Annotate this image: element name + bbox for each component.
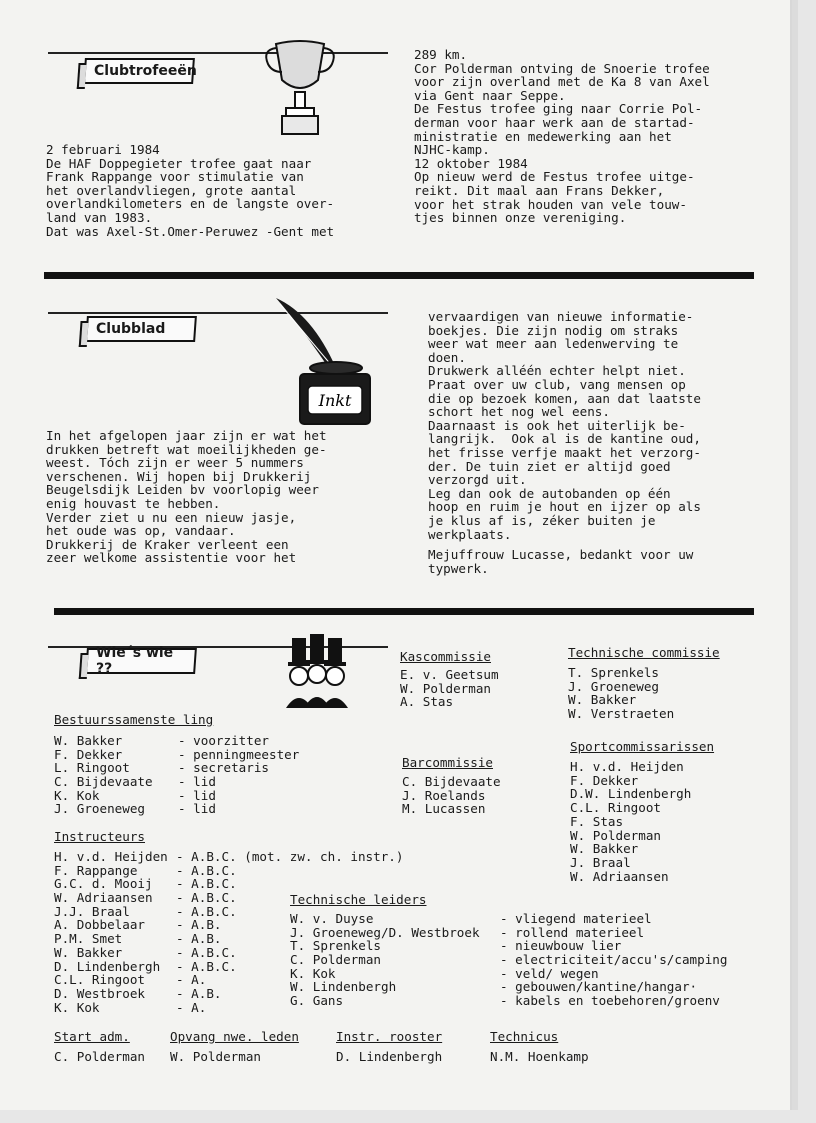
techl-title: Technische leiders bbox=[290, 892, 427, 907]
kas-title: Kascommissie bbox=[400, 649, 491, 664]
role: - gebouwen/kantine/hangar· bbox=[500, 979, 698, 995]
list-item bbox=[54, 862, 237, 878]
clubblad-left-text: In het afgelopen jaar zijn er wat het drukken betreft wat moeilijkheden ge- weest. Tóch zijn er weer 5 nummers verschenen. Wij hopen bij Drukkerij Beugelsdijk Leiden bv voorlopig weer enig houvast te hebben. Verder ziet u nu een nieuw jasje, het oude was op, vandaar. Drukkerij de Kraker verleent een zeer welkome assistentie voor het bbox=[46, 428, 327, 566]
top-hats-figures-icon bbox=[284, 632, 356, 710]
list-item: E. v. Geetsum bbox=[400, 667, 499, 682]
role: - A.B.C. bbox=[176, 944, 237, 960]
person-name: J. Groeneweg/D. Westbroek bbox=[290, 924, 480, 940]
list-item bbox=[54, 890, 237, 906]
clubblad-thanks: Mejuffrouw Lucasse, bedankt voor uw typwerk. bbox=[428, 547, 694, 576]
section-divider bbox=[54, 608, 754, 615]
section-banner-clubtrofeeen bbox=[83, 58, 195, 84]
list-item: J. Groeneweg bbox=[568, 678, 659, 694]
person-name: G.C. d. Mooij bbox=[54, 876, 153, 892]
techcom-title: Technische commissie bbox=[568, 645, 720, 660]
role: - A.B.C. bbox=[176, 903, 237, 919]
list-item: W. Bakker bbox=[570, 841, 639, 857]
list-item: W. Bakker bbox=[568, 692, 637, 708]
list-item bbox=[290, 979, 698, 995]
list-item bbox=[54, 972, 207, 988]
list-item: J. Roelands bbox=[402, 787, 486, 803]
list-item bbox=[54, 746, 300, 762]
role: - penningmeester bbox=[178, 746, 300, 762]
inkwell-icon bbox=[272, 294, 372, 430]
bar-title: Barcommissie bbox=[402, 755, 493, 770]
role: - A. bbox=[176, 972, 207, 988]
person-name: C. Bijdevaate bbox=[54, 774, 153, 790]
trophy-icon bbox=[262, 36, 338, 140]
person-name: F. Dekker bbox=[54, 746, 123, 762]
role-person: N.M. Hoenkamp bbox=[490, 1049, 589, 1064]
role: - A.B. bbox=[176, 917, 222, 933]
role: - secretaris bbox=[178, 760, 269, 776]
section-title: Wie´s wie ?? bbox=[96, 645, 174, 677]
role: - A.B. bbox=[176, 931, 222, 947]
person-name: D. Westbroek bbox=[54, 985, 145, 1001]
list-item bbox=[54, 876, 237, 892]
person-name: P.M. Smet bbox=[54, 931, 123, 947]
list-item bbox=[290, 911, 652, 926]
person-name: K. Kok bbox=[54, 999, 100, 1015]
list-item: T. Sprenkels bbox=[568, 665, 659, 680]
sport-title: Sportcommissarissen bbox=[570, 739, 715, 754]
person-name: H. v.d. Heijden bbox=[54, 849, 168, 864]
role: - electriciteit/accu's/camping bbox=[500, 952, 728, 968]
list-item bbox=[290, 952, 728, 968]
list-item bbox=[54, 903, 237, 919]
list-item bbox=[54, 787, 216, 803]
techcom-list bbox=[568, 666, 674, 721]
person-name: J.J. Braal bbox=[54, 903, 130, 919]
role: - rollend materieel bbox=[500, 924, 645, 940]
list-item bbox=[54, 944, 237, 960]
list-item: W. Adriaansen bbox=[570, 868, 669, 884]
section-divider bbox=[44, 272, 754, 279]
role-title: Instr. rooster bbox=[336, 1029, 443, 1044]
ink-label: Inkt bbox=[318, 391, 352, 410]
bestuur-title: Bestuurssamenste ling bbox=[54, 712, 214, 727]
role-person: C. Polderman bbox=[54, 1049, 145, 1064]
list-item: C.L. Ringoot bbox=[570, 800, 661, 816]
list-item bbox=[290, 993, 720, 1009]
person-name: K. Kok bbox=[290, 965, 336, 981]
role: - vliegend materieel bbox=[500, 911, 652, 926]
role-person: D. Lindenbergh bbox=[336, 1049, 443, 1064]
list-item bbox=[54, 849, 404, 864]
list-item bbox=[54, 999, 207, 1015]
role: - kabels en toebehoren/groenv bbox=[500, 993, 720, 1009]
person-name: W. Bakker bbox=[54, 944, 123, 960]
section-banner-wieswie bbox=[85, 645, 197, 677]
list-item bbox=[54, 958, 237, 974]
role: - A.B.C. bbox=[176, 862, 237, 878]
techl-list bbox=[290, 911, 728, 1009]
clubtrofeeen-right-text: 289 km. Cor Polderman ontving de Snoerie trofee voor zijn overland met de Ka 8 van Axel via Gent naar Seppe. De Festus trofee ging naar Corrie Pol- derman voor haar werk aan de startad- ministratie en medewerking aan het NJHC-kamp. 12 oktober 1984 Op nieuw werd de Festus trofee uitge- reikt. Dit maal aan Frans Dekker, voor het strak houden van vele touw- tjes binnen onze vereniging. bbox=[414, 47, 710, 226]
person-name: J. Groeneweg bbox=[54, 801, 145, 817]
role-title: Start adm. bbox=[54, 1029, 130, 1044]
list-item: M. Lucassen bbox=[402, 801, 486, 817]
bar-list bbox=[402, 775, 501, 816]
list-item: C. Bijdevaate bbox=[402, 774, 501, 789]
list-item: W. Polderman bbox=[570, 827, 661, 843]
person-name: F. Rappange bbox=[54, 862, 138, 878]
list-item: J. Braal bbox=[570, 854, 631, 870]
role: - A. bbox=[176, 999, 207, 1015]
sport-list bbox=[570, 760, 691, 883]
role: - A.B.C. (mot. zw. ch. instr.) bbox=[176, 849, 404, 864]
person-name: C. Polderman bbox=[290, 952, 381, 968]
role: - lid bbox=[178, 787, 216, 803]
list-item: H. v.d. Heijden bbox=[570, 759, 684, 774]
list-item bbox=[54, 917, 222, 933]
list-item bbox=[54, 733, 269, 748]
list-item: W. Polderman bbox=[400, 680, 491, 696]
person-name: W. Adriaansen bbox=[54, 890, 153, 906]
list-item bbox=[54, 774, 216, 790]
role: - A.B.C. bbox=[176, 876, 237, 892]
section-title: Clubtrofeeën bbox=[94, 63, 197, 79]
role: - A.B.C. bbox=[176, 890, 237, 906]
clubblad-right-text: vervaardigen van nieuwe informatie- boekjes. Die zijn nodig om straks weer wat meer aan ledenwerving te doen. Drukwerk alléén echter helpt niet. Praat over uw club, vang mensen op die op bezoek komen, aan dat laatste schort het nog wel eens. Daarnaast is ook het uiterlijk be- langrijk. Ook al is de kantine oud, het frisse verfje maakt het verzorg- der. De tuin ziet er altijd goed verzorgd uit. Leg dan ook de autobanden op één hoop en ruim je hout en ijzer op als je klus af is, zéker buiten je werkplaats. bbox=[428, 309, 701, 542]
section-title: Clubblad bbox=[96, 321, 166, 337]
person-name: W. v. Duyse bbox=[290, 911, 374, 926]
role-person: W. Polderman bbox=[170, 1049, 261, 1064]
role: - veld/ wegen bbox=[500, 965, 599, 981]
list-item bbox=[54, 801, 216, 817]
list-item: F. Dekker bbox=[570, 772, 639, 788]
role: - A.B. bbox=[176, 985, 222, 1001]
kas-list bbox=[400, 668, 499, 709]
list-item: D.W. Lindenbergh bbox=[570, 786, 692, 802]
list-item bbox=[290, 965, 599, 981]
role-title: Opvang nwe. leden bbox=[170, 1029, 299, 1044]
role: - lid bbox=[178, 774, 216, 790]
person-name: T. Sprenkels bbox=[290, 938, 381, 954]
role: - nieuwbouw lier bbox=[500, 938, 622, 954]
section-banner-clubblad bbox=[85, 316, 197, 342]
role: - lid bbox=[178, 801, 216, 817]
bestuur-list bbox=[54, 733, 300, 817]
list-item bbox=[54, 931, 222, 947]
person-name: G. Gans bbox=[290, 993, 344, 1009]
role: - A.B.C. bbox=[176, 958, 237, 974]
list-item: A. Stas bbox=[400, 694, 454, 710]
list-item bbox=[290, 938, 622, 954]
role-title: Technicus bbox=[490, 1029, 559, 1044]
person-name: A. Dobbelaar bbox=[54, 917, 145, 933]
role: - voorzitter bbox=[178, 733, 269, 748]
person-name: L. Ringoot bbox=[54, 760, 130, 776]
person-name: W. Lindenbergh bbox=[290, 979, 397, 995]
person-name: C.L. Ringoot bbox=[54, 972, 145, 988]
list-item bbox=[54, 760, 269, 776]
list-item: W. Verstraeten bbox=[568, 706, 675, 722]
list-item bbox=[290, 924, 645, 940]
list-item bbox=[54, 985, 222, 1001]
list-item: F. Stas bbox=[570, 813, 624, 829]
person-name: W. Bakker bbox=[54, 733, 123, 748]
clubtrofeeen-left-text: 2 februari 1984 De HAF Doppegieter trofee gaat naar Frank Rappange voor stimulatie van het overlandvliegen, grote aantal overlandkilometers en de langste over- land van 1983. Dat was Axel-St.Omer-Peruwez -Gent met bbox=[46, 142, 335, 239]
person-name: K. Kok bbox=[54, 787, 100, 803]
person-name: D. Lindenbergh bbox=[54, 958, 161, 974]
instr-title: Instructeurs bbox=[54, 829, 145, 844]
